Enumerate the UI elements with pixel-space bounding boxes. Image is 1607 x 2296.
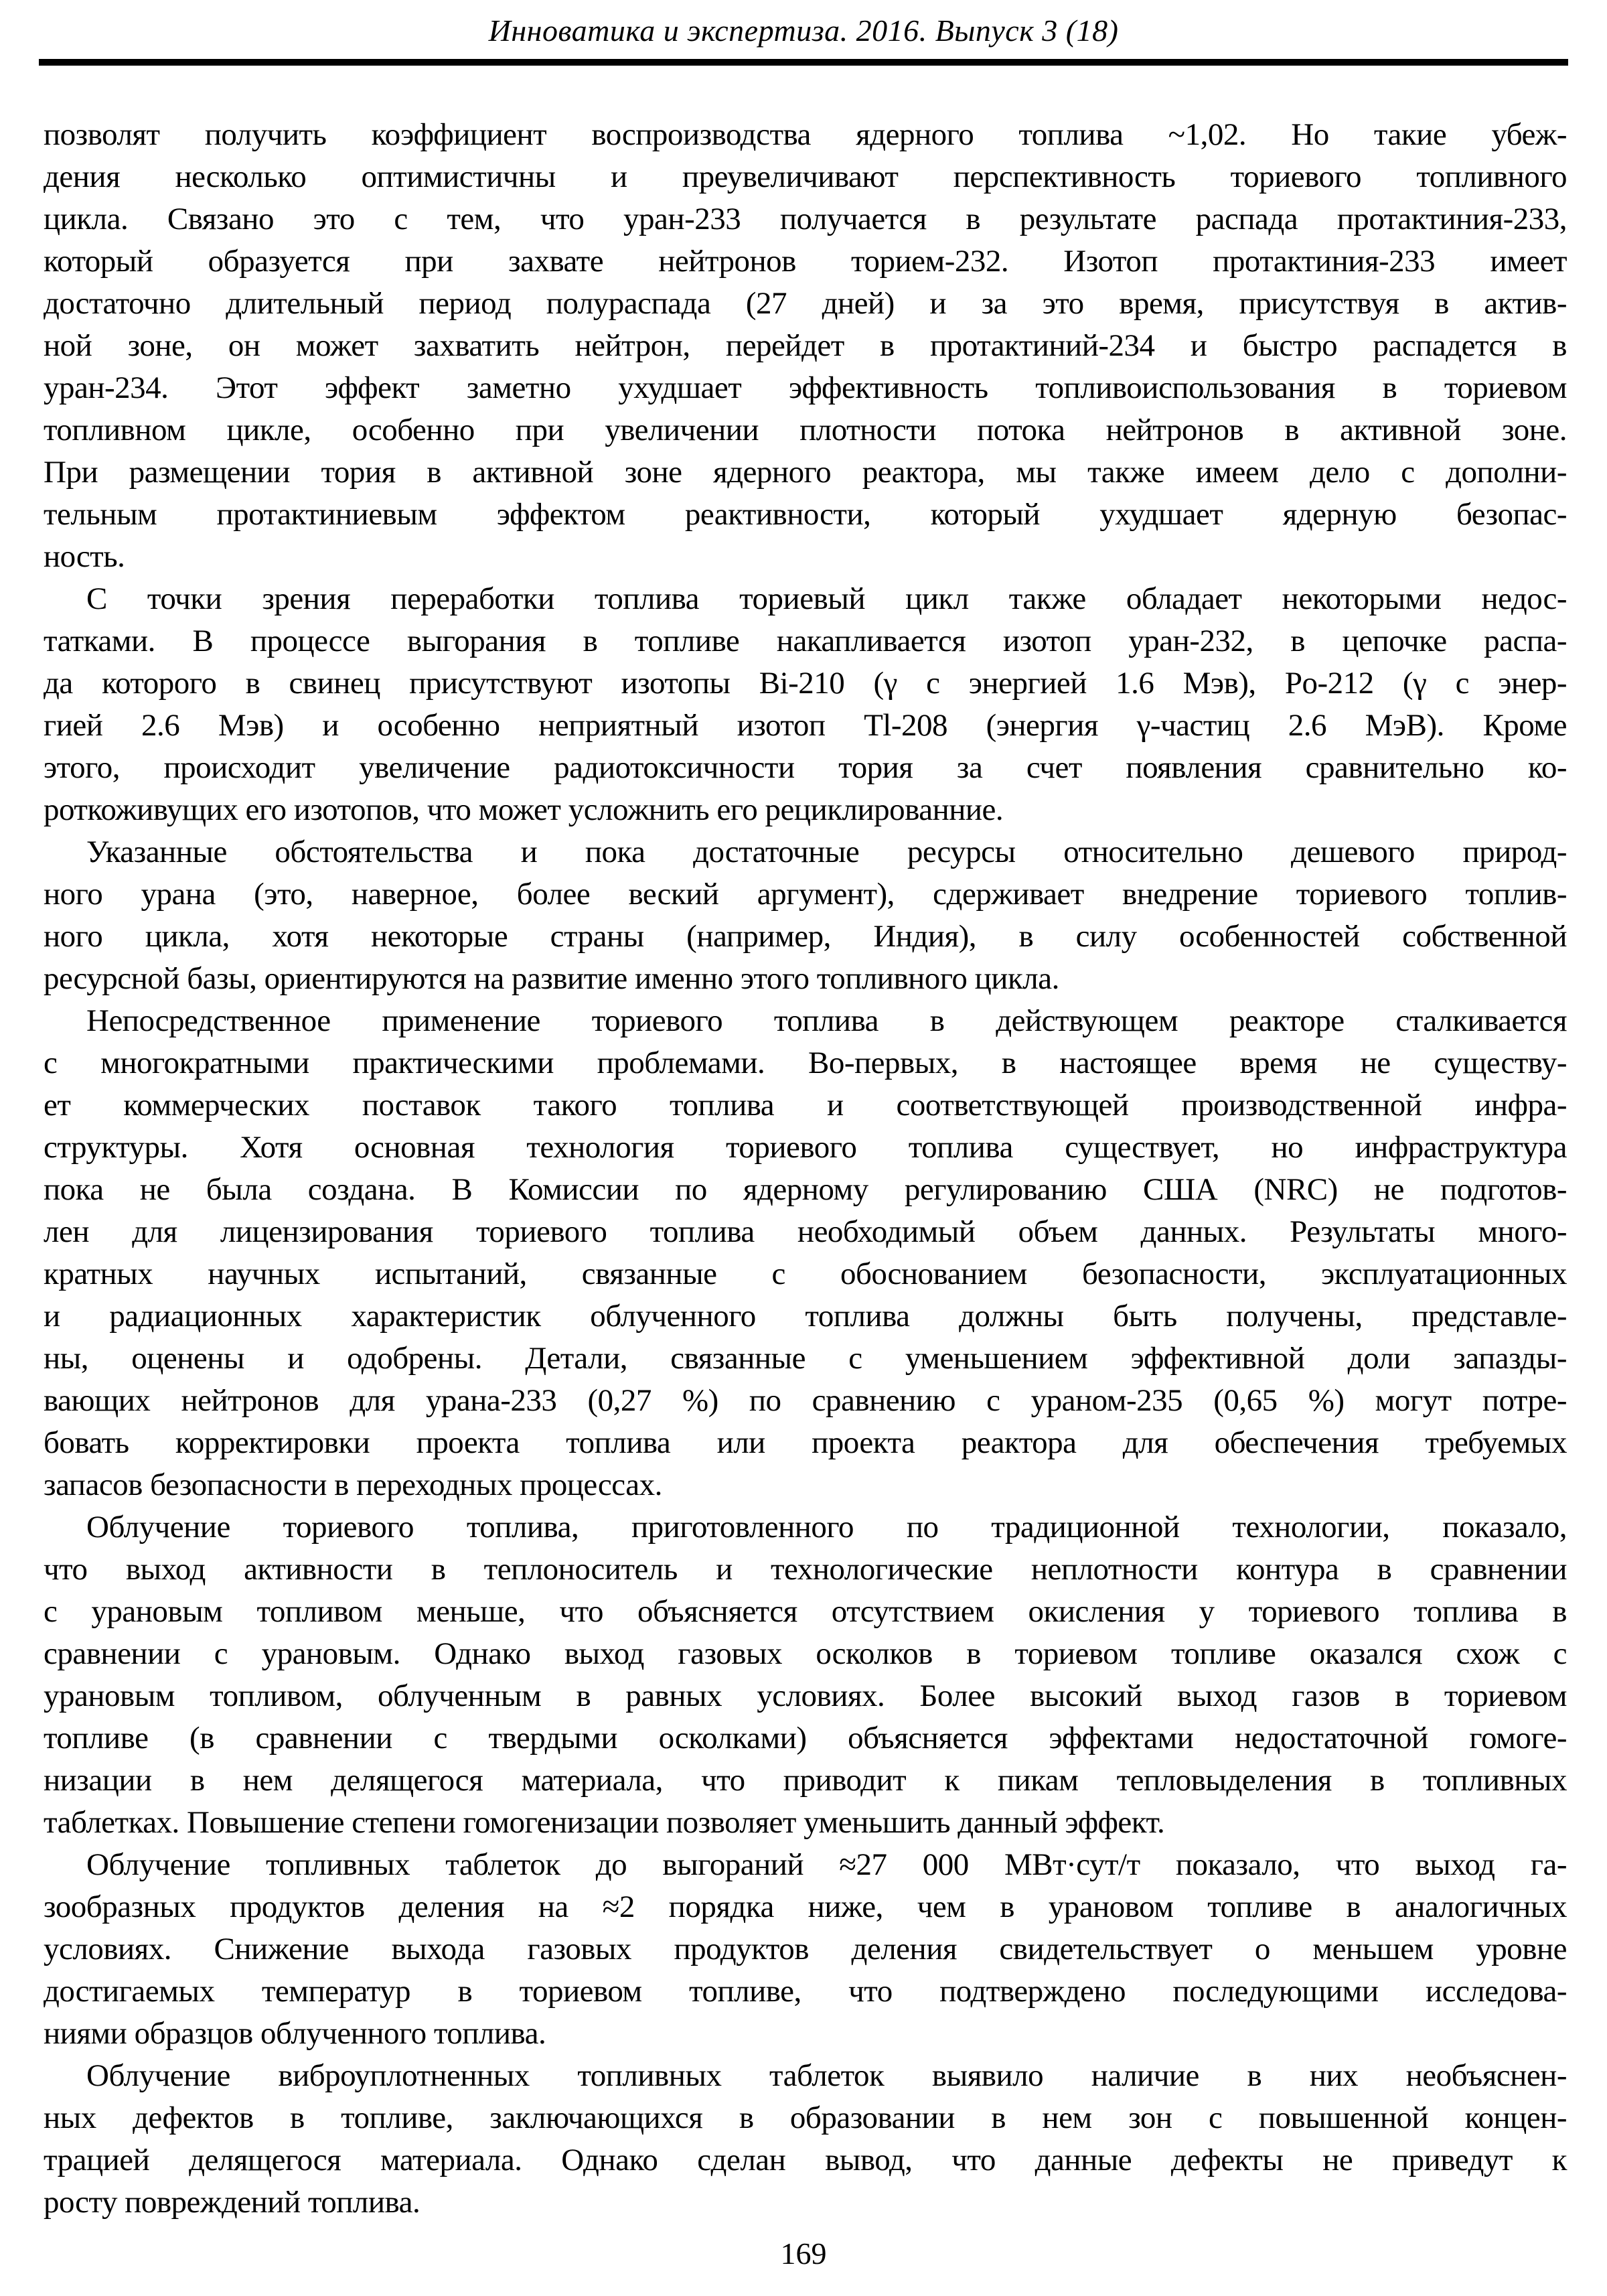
text-line: При размещении тория в активной зоне ядерного реактора, мы также имеем дело с дополни- [44,455,1567,490]
text-line: запасов безопасности в переходных процессах. [44,1467,662,1502]
text-line: ресурсной базы, ориентируются на развитие именно этого топливного цикла. [44,961,1059,996]
text-line: ность. [44,539,125,574]
text-line: пока не была создана. В Комиссии по ядерному регулированию США (NRC) не подготов- [44,1172,1567,1207]
text-line: татками. В процессе выгорания в топливе накапливается изотоп уран-232, в цепочке распа- [44,624,1567,658]
text-line: позволят получить коэффициент воспроизводства ядерного топлива ~1,02. Но такие убеж- [44,117,1567,152]
text-line: трацией делящегося материала. Однако сделан вывод, что данные дефекты не приведут к [44,2143,1567,2177]
text-line: Облучение виброуплотненных топливных таблеток выявило наличие в них необъяснен- [86,2058,1567,2093]
journal-header: Инноватика и экспертиза. 2016. Выпуск 3 (18) [488,13,1119,48]
text-line: топливном цикле, особенно при увеличении плотности потока нейтронов в активной зоне. [44,413,1567,447]
text-line: ны, оценены и одобрены. Детали, связанные с уменьшением эффективной доли запазды- [44,1341,1567,1376]
text-line: бовать корректировки проекта топлива или проекта реактора для обеспечения требуемых [44,1425,1567,1460]
text-line: уран-234. Этот эффект заметно ухудшает эффективность топливоиспользования в ториевом [44,370,1567,405]
text-line: ет коммерческих поставок такого топлива и соответствующей производственной инфра- [44,1088,1567,1123]
text-line: сравнении с урановым. Однако выход газовых осколков в ториевом топливе оказался схож с [44,1636,1567,1671]
text-line: роткоживущих его изотопов, что может усложнить его рециклированние. [44,792,1004,827]
text-line: топливе (в сравнении с твердыми осколками) объясняется эффектами недостаточной гомоге- [44,1721,1567,1755]
article-text [44,114,1567,2224]
page-number: 169 [780,2236,827,2271]
text-line: ниями образцов облученного топлива. [44,2016,546,2051]
text-line: что выход активности в теплоноситель и технологические неплотности контура в сравнении [44,1552,1567,1587]
text-line: дения несколько оптимистичны и преувеличивают перспективность ториевого топливного [44,159,1567,194]
text-line: росту повреждений топлива. [44,2185,420,2220]
text-line: достаточно длительный период полураспада (27 дней) и за это время, присутствуя в актив- [44,286,1567,321]
text-line: структуры. Хотя основная технология ториевого топлива существует, но инфраструктура [44,1130,1567,1165]
text-line: цикла. Связано это с тем, что уран-233 получается в результате распада протактиния-233, [44,202,1567,236]
text-line: вающих нейтронов для урана-233 (0,27 %) по сравнению с ураном-235 (0,65 %) могут потре- [44,1383,1567,1418]
text-line: ного цикла, хотя некоторые страны (например, Индия), в силу особенностей собственной [44,919,1567,954]
text-line: Облучение топливных таблеток до выгораний ≈27 000 МВт·сут/т показало, что выход га- [86,1847,1567,1882]
text-line: урановым топливом, облученным в равных условиях. Более высокий выход газов в ториевом [44,1678,1567,1713]
text-line: Указанные обстоятельства и пока достаточные ресурсы относительно дешевого природ- [86,835,1567,869]
text-line: ных дефектов в топливе, заключающихся в образовании в нем зон с повышенной концен- [44,2100,1567,2135]
text-line: низации в нем делящегося материала, что приводит к пикам тепловыделения в топливных [44,1763,1567,1798]
text-line: условиях. Снижение выхода газовых продуктов деления свидетельствует о меньшем уровне [44,1932,1567,1966]
text-line: да которого в свинец присутствуют изотопы Bi-210 (γ с энергией 1.6 Мэв), Po-212 (γ с энер- [44,666,1567,701]
text-line: который образуется при захвате нейтронов торием-232. Изотоп протактиния-233 имеет [44,244,1567,279]
text-line: зообразных продуктов деления на ≈2 порядка ниже, чем в урановом топливе в аналогичных [44,1889,1567,1924]
text-line: Непосредственное применение ториевого топлива в действующем реакторе сталкивается [86,1003,1567,1038]
text-line: лен для лицензирования ториевого топлива необходимый объем данных. Результаты много- [44,1214,1567,1249]
text-line: гией 2.6 Мэв) и особенно неприятный изотоп Tl-208 (энергия γ-частиц 2.6 МэВ). Кроме [44,708,1567,743]
text-line: С точки зрения переработки топлива ториевый цикл также обладает некоторыми недос- [86,581,1567,616]
text-line: ной зоне, он может захватить нейтрон, перейдет в протактиний-234 и быстро распадется в [44,328,1567,363]
header-rule [39,59,1568,66]
text-line: тельным протактиниевым эффектом реактивности, который ухудшает ядерную безопас- [44,497,1567,532]
text-line: таблетках. Повышение степени гомогенизации позволяет уменьшить данный эффект. [44,1805,1165,1840]
text-line: и радиационных характеристик облученного топлива должны быть получены, представле- [44,1299,1567,1334]
text-line: кратных научных испытаний, связанные с обоснованием безопасности, эксплуатационных [44,1257,1567,1291]
text-line: достигаемых температур в ториевом топливе, что подтверждено последующими исследова- [44,1974,1567,2009]
text-line: с многократными практическими проблемами. Во-первых, в настоящее время не существу- [44,1046,1567,1080]
text-line: ного урана (это, наверное, более веский аргумент), сдерживает внедрение ториевого топлив- [44,877,1567,912]
text-line: этого, происходит увеличение радиотоксичности тория за счет появления сравнительно ко- [44,750,1567,785]
text-line: Облучение ториевого топлива, приготовленного по традиционной технологии, показало, [86,1510,1567,1545]
text-line: с урановым топливом меньше, что объясняется отсутствием окисления у ториевого топлива в [44,1594,1567,1629]
